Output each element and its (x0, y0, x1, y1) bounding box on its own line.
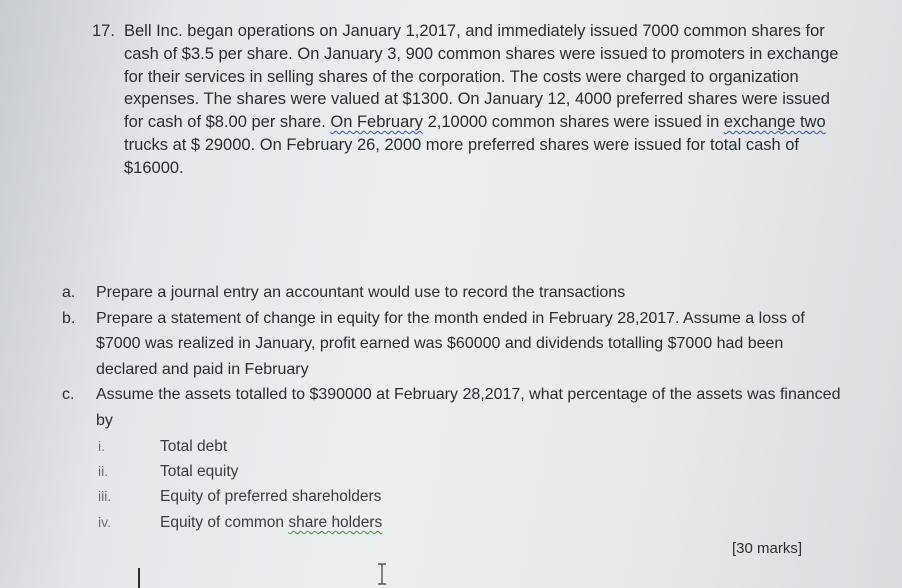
text-cursor (138, 568, 140, 588)
sub-item-i (96, 434, 842, 459)
sub-item-iv-text: Equity of common (160, 513, 289, 531)
part-b (62, 306, 842, 383)
part-b-text: Prepare a statement of change in equity for the month ended in February 28,2017. Assume a loss of $7000 was realized in January, profit earned was $60000 and dividends totalling $7000 had been declared and paid in February (96, 309, 805, 378)
question-text-part3: 2,10000 common shares were issued in (423, 113, 724, 132)
part-c-letter: c. (62, 386, 75, 404)
marks-label: [30 marks] (731, 540, 802, 557)
sub-item-i-text: Total debt (160, 437, 228, 455)
sub-item-ii (96, 459, 842, 484)
part-c-sub-list (96, 434, 842, 536)
question-text (124, 20, 852, 180)
part-a-text: Prepare a journal entry an accountant would use to record the transactions (96, 284, 626, 301)
part-b-letter: b. (62, 309, 76, 327)
part-c (62, 382, 842, 433)
question-number: 17. (92, 22, 115, 40)
sub-item-iii-numeral: iii. (98, 488, 112, 505)
spellcheck-share-holders: share holders (288, 513, 383, 531)
spellcheck-on-february: On February (330, 113, 423, 132)
part-c-text: Assume the assets totalled to $390000 at February 28,2017, what percentage of the assets was financed by (96, 386, 841, 429)
sub-item-iii-text: Equity of preferred shareholders (160, 488, 382, 506)
question-text-part5: trucks at $ 29000. On February 26, 2000 more preferred shares were issued for total cash of $16000. (124, 135, 800, 177)
sub-item-iv-numeral: iv. (98, 513, 111, 530)
sub-item-iv (96, 510, 842, 535)
part-a-letter: a. (62, 284, 76, 301)
question-text-part1: Bell Inc. began operations on January 1,2017, and immediately issued 7000 common shares for cash of $3.5 per share. On January 3, 900 common shares were issued to promoters in exchange for their services in selling shares of the corporation. The costs were charged to organization expenses. The shares were valued at $1300. On January 12, 4000 preferred shares were issued for cash of $8.00 per share. (124, 22, 839, 132)
sub-item-iii (96, 484, 842, 509)
spellcheck-exchange-two: exchange two (723, 113, 826, 132)
part-a (62, 280, 842, 306)
question-17 (92, 20, 852, 180)
sub-item-i-numeral: i. (98, 437, 105, 454)
ibeam-cursor-icon (374, 562, 390, 586)
sub-item-ii-text: Total equity (160, 462, 239, 480)
question-parts (62, 280, 842, 535)
sub-item-ii-numeral: ii. (98, 462, 109, 479)
